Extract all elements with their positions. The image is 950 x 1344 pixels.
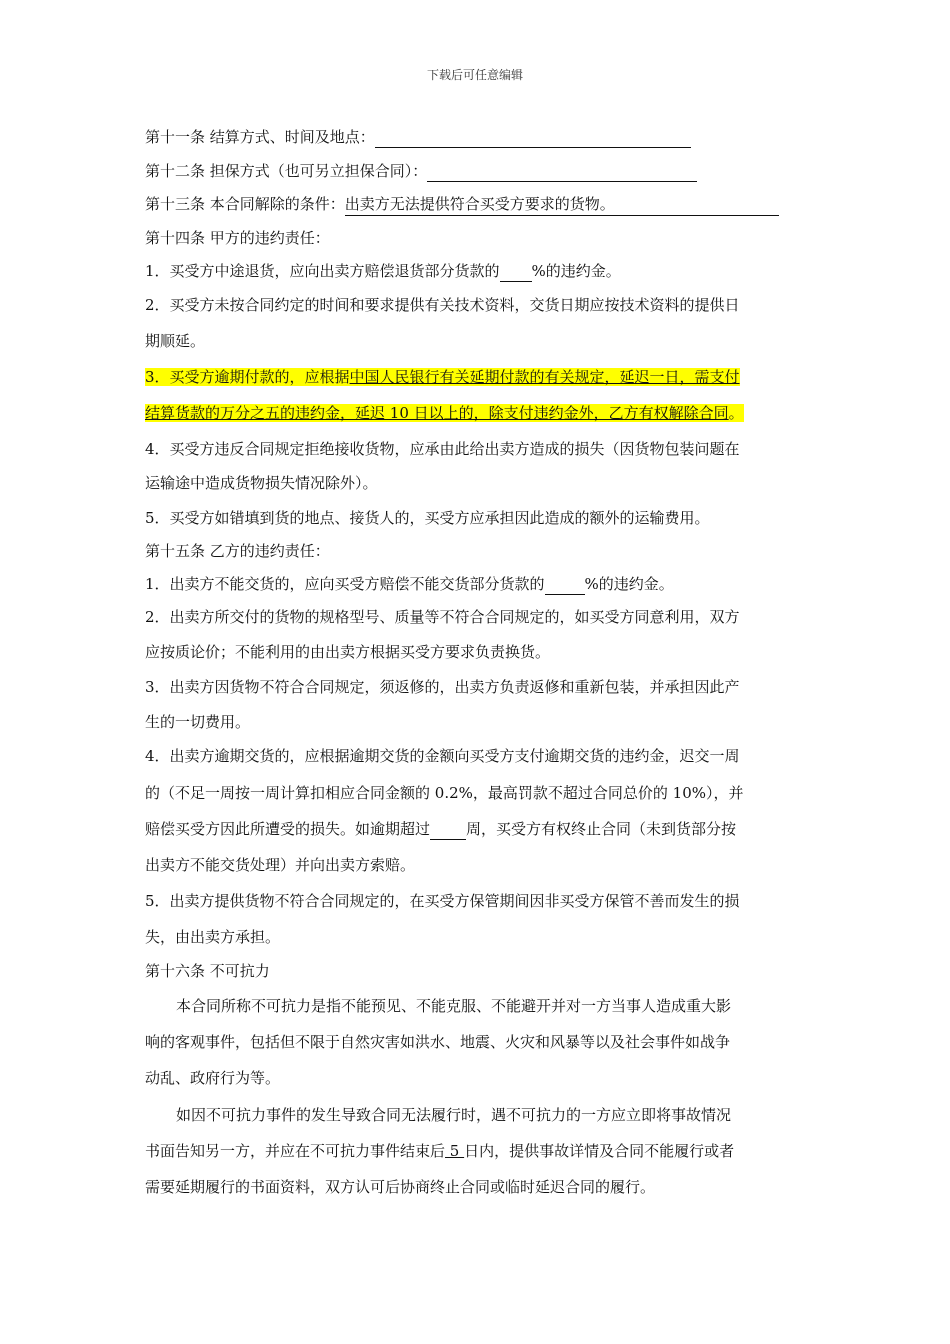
notice-days: 5 [445, 1142, 465, 1160]
article-15-item-4-cont3: 出卖方不能交货处理）并向出卖方索赔。 [145, 856, 416, 874]
blank-return-percent [500, 263, 532, 282]
article-14-item-3: 3．买受方逾期付款的，应根据中国人民银行有关延期付款的有关规定，延迟一日，需支付 [145, 368, 740, 386]
article-13-condition: 出卖方无法提供符合买受方要求的货物。 [345, 193, 779, 216]
article-15-item-1: 1．出卖方不能交货的，应向买受方赔偿不能交货部分货款的 %的违约金。 [145, 575, 674, 593]
article-14-heading: 第十四条 甲方的违约责任： [145, 229, 330, 247]
article-12 [145, 160, 697, 182]
article-15-heading: 第十五条 乙方的违约责任： [145, 542, 330, 560]
article-14-item-2: 2．买受方未按合同约定的时间和要求提供有关技术资料，交货日期应按技术资料的提供日 [145, 296, 740, 314]
force-majeure-para-1: 本合同所称不可抗力是指不能预见、不能克服、不能避开并对一方当事人造成重大影 [176, 997, 732, 1015]
article-15-item-5: 5．出卖方提供货物不符合合同规定的，在买受方保管期间因非买受方保管不善而发生的损 [145, 892, 740, 910]
article-15-item-2-cont: 应按质论价；不能利用的由出卖方根据买受方要求负责换货。 [145, 643, 551, 661]
article-14-item-4: 4．买受方违反合同规定拒绝接收货物，应承由此给出卖方造成的损失（因货物包装问题在 [145, 440, 740, 458]
article-15-item-5-cont: 失，由出卖方承担。 [145, 928, 281, 946]
article-14-item-4-cont: 运输途中造成货物损失情况除外）。 [145, 474, 378, 492]
article-15-item-4: 4．出卖方逾期交货的，应根据逾期交货的金额向买受方支付逾期交货的违约金，迟交一周 [145, 747, 740, 765]
blank-settlement [375, 129, 691, 148]
article-12-text: 第十二条 担保方式（也可另立担保合同）： [145, 162, 428, 180]
blank-overdue-weeks [430, 821, 466, 840]
article-15-item-4-cont1: 的（不足一周按一周计算扣相应合同金额的 0.2%，最高罚款不超过合同总价的 10%），并 [145, 784, 744, 802]
article-15-item-2: 2．出卖方所交付的货物的规格型号、质量等不符合合同规定的，如买受方同意利用，双方 [145, 608, 740, 626]
blank-guarantee [427, 163, 697, 182]
article-15-item-3: 3．出卖方因货物不符合合同规定，须返修的，出卖方负责返修和重新包装，并承担因此产 [145, 678, 740, 696]
article-14-item-2-cont: 期顺延。 [145, 332, 206, 350]
force-majeure-para-1-cont1: 响的客观事件，包括但不限于自然灾害如洪水、地震、火灾和风暴等以及社会事件如战争 [145, 1033, 731, 1051]
article-11 [145, 126, 691, 148]
force-majeure-para-2: 如因不可抗力事件的发生导致合同无法履行时，遇不可抗力的一方应立即将事故情况 [176, 1106, 732, 1124]
article-15-item-4-cont2: 赔偿买受方因此所遭受的损失。如逾期超过 周，买受方有权终止合同（未到货部分按 [145, 820, 737, 838]
force-majeure-para-2-cont1: 书面告知另一方，并应在不可抗力事件结束后 5 日内，提供事故详情及合同不能履行或者 [145, 1142, 735, 1160]
article-15-item-3-cont: 生的一切费用。 [145, 713, 251, 731]
force-majeure-para-2-cont2: 需要延期履行的书面资料，双方认可后协商终止合同或临时延迟合同的履行。 [145, 1178, 656, 1196]
article-14-item-3-cont: 结算货款的万分之五的违约金，延迟 10 日以上的，除支付违约金外，乙方有权解除合同。 [145, 404, 744, 422]
article-11-text: 第十一条 结算方式、时间及地点： [145, 128, 375, 146]
blank-nondelivery-percent [545, 576, 585, 595]
page-header: 下载后可任意编辑 [426, 68, 523, 82]
article-14-item-1: 1．买受方中途退货，应向出卖方赔偿退货部分货款的 %的违约金。 [145, 262, 621, 280]
article-13 [145, 193, 779, 216]
article-14-item-5: 5．买受方如错填到货的地点、接货人的，买受方应承担因此造成的额外的运输费用。 [145, 509, 710, 527]
force-majeure-para-1-cont2: 动乱、政府行为等。 [145, 1069, 281, 1087]
article-16-heading: 第十六条 不可抗力 [145, 962, 270, 980]
article-13-label: 第十三条 本合同解除的条件： [145, 195, 345, 213]
